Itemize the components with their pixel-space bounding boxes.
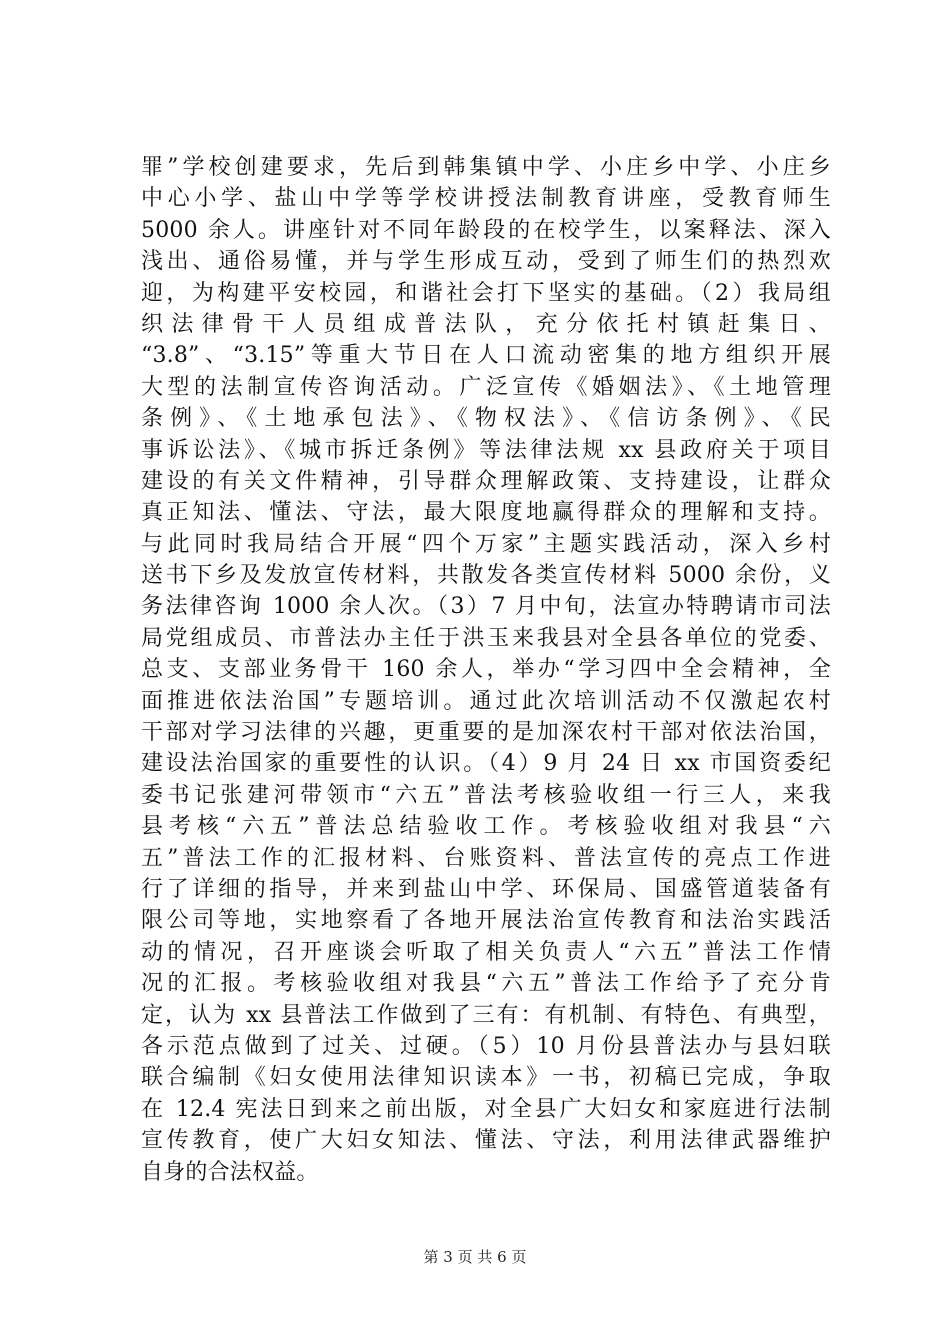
text-line: 局党组成员、市普法办主任于洪玉来我县对全县各单位的党委、	[141, 625, 831, 651]
text-line: 5000 余人。讲座针对不同年龄段的在校学生，以案释法、深入	[141, 217, 831, 243]
text-line: 宣传教育，使广大妇女知法、懂法、守法，利用法律武器维护	[141, 1128, 831, 1154]
text-line: 动的情况，召开座谈会听取了相关负责人“六五”普法工作情	[141, 939, 831, 965]
text-line: 干部对学习法律的兴趣，更重要的是加深农村干部对依法治国，	[141, 720, 831, 746]
text-line: 真正知法、懂法、守法，最大限度地赢得群众的理解和支持。	[141, 500, 831, 526]
text-line: 行了详细的指导，并来到盐山中学、环保局、国盛管道装备有	[141, 876, 831, 902]
text-line: 面推进依法治国”专题培训。通过此次培训活动不仅激起农村	[141, 688, 831, 714]
text-line: 限公司等地，实地察看了各地开展法治宣传教育和法治实践活	[141, 908, 831, 934]
text-line: 织法律骨干人员组成普法队，充分依托村镇赶集日、	[141, 311, 831, 337]
text-line: 送书下乡及发放宣传材料，共散发各类宣传材料 5000 余份，义	[141, 563, 831, 589]
text-line: 迎，为构建平安校园，和谐社会打下坚实的基础。（2）我局组	[141, 280, 831, 306]
text-line: 与此同时我局结合开展“四个万家”主题实践活动，深入乡村	[141, 531, 831, 557]
text-line: 大型的法制宣传咨询活动。广泛宣传《婚姻法》、《土地管理	[141, 374, 831, 400]
text-line: 建设法治国家的重要性的认识。（4）9 月 24 日 xx 市国资委纪	[141, 751, 831, 777]
text-line: 在 12.4 宪法日到来之前出版，对全县广大妇女和家庭进行法制	[141, 1096, 831, 1122]
text-line: 条例》、《土地承包法》、《物权法》、《信访条例》、《民	[141, 406, 831, 432]
text-line: “3.8”、“3.15”等重大节日在人口流动密集的地方组织开展	[141, 343, 831, 369]
text-line: 中心小学、盐山中学等学校讲授法制教育讲座，受教育师生	[141, 186, 831, 212]
text-line: 定，认为 xx 县普法工作做到了三有：有机制、有特色、有典型，	[141, 1002, 831, 1028]
text-line: 县考核“六五”普法总结验收工作。考核验收组对我县“六	[141, 814, 831, 840]
text-line: 浅出、通俗易懂，并与学生形成互动，受到了师生们的热烈欢	[141, 249, 831, 275]
text-line: 自身的合法权益。	[141, 1159, 319, 1185]
page-footer: 第 3 页 共 6 页	[423, 1248, 527, 1266]
body-paragraph	[141, 152, 831, 1188]
text-line: 罪”学校创建要求，先后到韩集镇中学、小庄乡中学、小庄乡	[141, 155, 831, 180]
text-line: 总支、支部业务骨干 160 余人，举办“学习四中全会精神，全	[141, 657, 831, 683]
text-line: 五”普法工作的汇报材料、台账资料、普法宣传的亮点工作进	[141, 845, 831, 871]
text-line: 建设的有关文件精神，引导群众理解政策、支持建设，让群众	[141, 468, 831, 494]
text-line: 委书记张建河带领市“六五”普法考核验收组一行三人，来我	[141, 782, 831, 808]
text-line: 事诉讼法》、《城市拆迁条例》等法律法规 xx 县政府关于项目	[141, 437, 831, 463]
text-line: 况的汇报。考核验收组对我县“六五”普法工作给予了充分肯	[141, 971, 831, 997]
text-line: 务法律咨询 1000 余人次。（3）7 月中旬，法宣办特聘请市司法	[141, 594, 831, 620]
text-line: 各示范点做到了过关、过硬。（5）10 月份县普法办与县妇联	[141, 1033, 831, 1059]
text-line: 联合编制《妇女使用法律知识读本》一书，初稿已完成，争取	[141, 1065, 831, 1091]
